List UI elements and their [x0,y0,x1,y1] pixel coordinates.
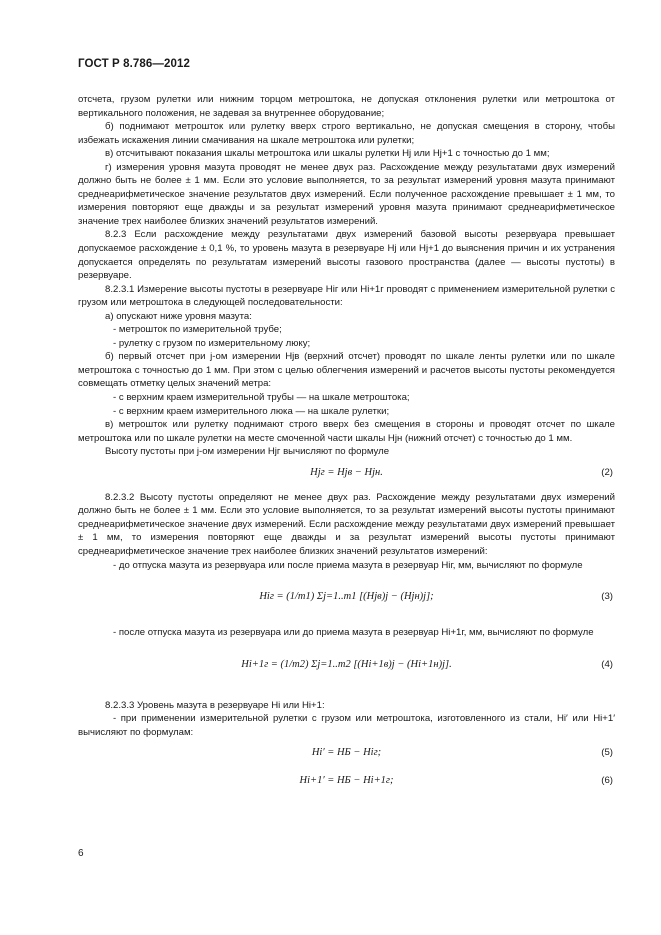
formula-expression: Hi+1г = (1/m2) Σj=1..m2 [(Hi+1в)j − (Hi+1н)j]. [241,658,452,670]
formula-expression: Hiг = (1/m1) Σj=1..m1 [(Hjв)j − (Hjн)j]; [259,591,434,603]
formula-number: (6) [601,775,613,787]
formula-number: (3) [601,591,613,603]
paragraph: 8.2.3 Если расхождение между результатами двух измерений базовой высоты резервуара превышает допускаемое расхождение ± 0,1 %, то уровень мазута в резервуаре Hj или Hj+1 до выяснения причин и их устранения допускается определять по результатам измерений высоты газового пространства (далее — высоты пустоты) в резервуаре. [78,229,615,282]
list-item: - с верхним краем измерительного люка — на шкале рулетки; [113,405,390,417]
formula-2 [78,463,615,485]
formula-3 [78,578,615,618]
page-number: 6 [78,848,84,859]
formula-5 [78,743,615,765]
list-item: - рулетку с грузом по измерительному люку; [113,337,311,349]
paragraph: б) первый отсчет при j-ом измерении Hjв (верхний отсчет) проводят по шкале ленты рулетки или по шкале метроштока с точностью до 1 мм. При этом с целью облегчения измерений и расчетов высоты пустоты рекомендуется совмещать отметку целых значений метра: [78,351,615,390]
paragraph: г) измерения уровня мазута проводят не менее двух раз. Расхождение между результатами двух измерений должно быть не более ± 1 мм. Если это условие выполняется, то за результат измерений уровня мазута принимают среднеарифметическое значение результатов двух измерений. Если полученное расхождение превышает ± 1 мм, то измерения повторяют еще дважды и за результат измерений уровня мазута принимают среднеарифметическое значение трех наиболее близких значений результатов измерений. [78,161,615,227]
formula-4 [78,646,615,686]
formula-number: (5) [601,747,613,759]
paragraph: в) отсчитывают показания шкалы метроштока или шкалы рулетки Hj или Hj+1 с точностью до 1 мм; [105,148,550,160]
list-item: - до отпуска мазута из резервуара или после приема мазута в резервуар Hiг, мм, вычисляют по формуле [113,559,583,571]
document-body [78,93,615,799]
list-item: - после отпуска мазута из резервуара или до приема мазута в резервуар Hi+1г, мм, вычисляют по формуле [113,627,594,639]
list-item: - с верхним краем измерительной трубы — на шкале метроштока; [113,392,410,404]
formula-expression: Hjг = Hjв − Hjн. [310,466,383,478]
formula-number: (4) [601,658,613,670]
paragraph: 8.2.3.3 Уровень мазута в резервуаре Hi или Hi+1: [105,699,325,711]
paragraph: 8.2.3.1 Измерение высоты пустоты в резервуаре Hiг или Hi+1г проводят с применением измерительной рулетки с грузом или метроштока в следующей последовательности: [78,283,615,309]
paragraph: 8.2.3.2 Высоту пустоты определяют не менее двух раз. Расхождение между результатами двух измерений должно быть не более ± 1 мм. Если это условие выполняется, то за результат измерений высоты пустоты принимают среднеарифметическое значение двух измерений. Если расхождение между результатами двух измерений превышает ± 1 мм, то измерения повторяют еще дважды и за результат измерений высоты пустоты принимают среднеарифметическое значение трех наиболее близких значений результатов измерений: [78,491,615,557]
formula-number: (2) [601,466,613,478]
document-header: ГОСТ Р 8.786—2012 [78,58,190,70]
paragraph: в) метрошток или рулетку поднимают строго вверх без смещения в стороны и проводят отсчет по шкале метроштока или по шкале рулетки на месте смоченной части шкалы Hjн (нижний отсчет) с точностью до 1 мм. [78,419,615,444]
formula-expression: Hi+1′ = HБ − Hi+1г; [299,775,394,787]
paragraph: Высоту пустоты при j-ом измерении Hjг вычисляют по формуле [105,446,390,458]
paragraph: отсчета, грузом рулетки или нижним торцом метроштока, не допуская отклонения рулетки или метроштока от вертикального положения, не задевая за внутреннее оборудование; [78,94,615,119]
paragraph: а) опускают ниже уровня мазута: [105,310,252,322]
list-item: - при применении измерительной рулетки с грузом или метроштока, изготовленного из стали, Hi′ или Hi+1′ вычисляют по формулам: [78,713,615,738]
list-item: - метрошток по измерительной трубе; [113,324,282,336]
formula-6 [78,771,615,793]
formula-expression: Hi′ = HБ − Hiг; [311,747,382,759]
paragraph: б) поднимают метрошток или рулетку вверх строго вертикально, не допуская смещения в сторону, чтобы избежать искажения линии смачивания на шкале метроштока или рулетки; [78,121,615,146]
